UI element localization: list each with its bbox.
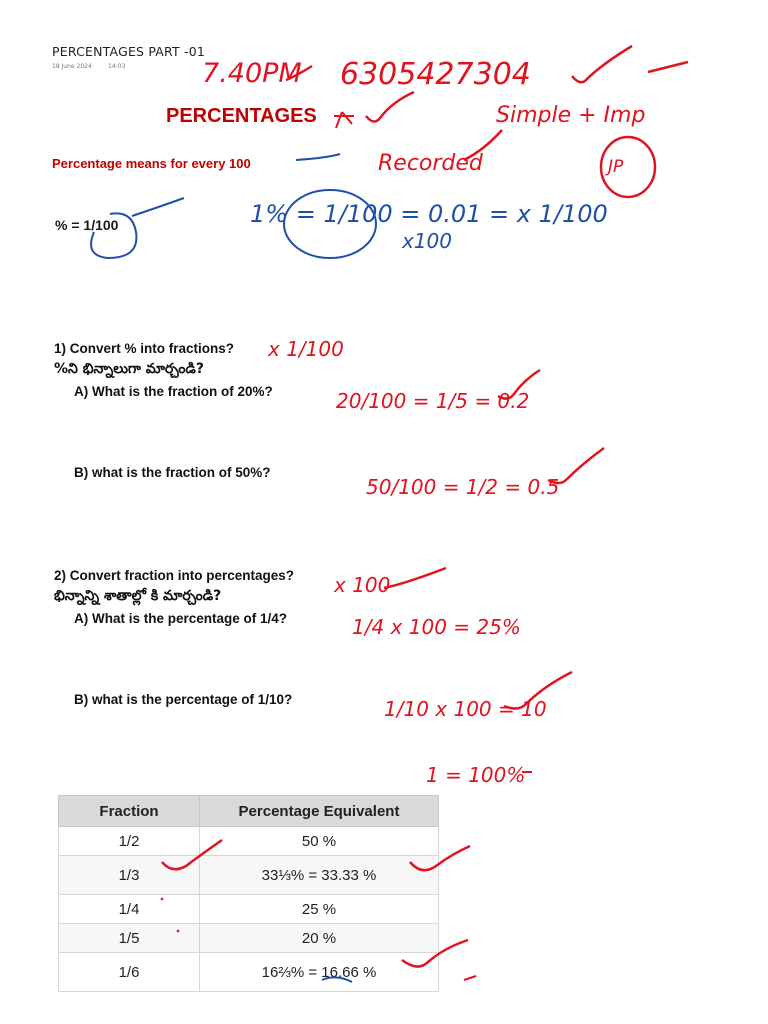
section1-question-a: A) What is the fraction of 20%?: [74, 384, 273, 399]
table-row: [59, 953, 439, 992]
handwritten-time: 7.40PM: [202, 58, 302, 89]
check-mark-icon: [548, 448, 604, 483]
table-cell-percentage: 25 %: [200, 895, 439, 924]
check-mark-icon: [366, 92, 414, 122]
table-cell-fraction: 1/5: [59, 924, 200, 953]
table-row: [59, 924, 439, 953]
circle-mark: [601, 137, 655, 197]
check-mark-icon: [504, 672, 572, 709]
handwritten-jp: JP: [608, 157, 624, 177]
table-row: [59, 827, 439, 856]
page-title: PERCENTAGES PART -01: [52, 44, 206, 59]
section2-question-a: A) What is the percentage of 1/4?: [74, 611, 288, 626]
page-time: 14:03: [108, 63, 126, 70]
table-cell-percentage: 33⅓% = 33.33 %: [200, 856, 439, 895]
table-cell-fraction: 1/3: [59, 856, 200, 895]
handwritten-answer-tenth: 1/10 x 100 = 10: [384, 697, 547, 721]
table-row: [59, 856, 439, 895]
circle-mark: [284, 190, 376, 258]
section2-question-b: B) what is the percentage of 1/10?: [74, 692, 293, 707]
formula-text: % = 1/100: [55, 217, 119, 233]
section1-question-b: B) what is the fraction of 50%?: [74, 465, 271, 480]
table-cell-percentage: 50 %: [200, 827, 439, 856]
dash-stroke: [648, 62, 688, 72]
handwritten-answer-50: 50/100 = 1/2 = 0.5: [366, 475, 560, 499]
check-mark-icon: [572, 46, 632, 82]
main-heading: PERCENTAGES: [166, 105, 317, 127]
table-header-row: [59, 796, 439, 827]
handwritten-convert-note: x 1/100: [268, 337, 344, 361]
underline-stroke: [464, 130, 502, 160]
table-row: [59, 895, 439, 924]
table-cell-fraction: 1/4: [59, 895, 200, 924]
table-header-percentage: Percentage Equivalent: [200, 796, 439, 827]
section2-title: 2) Convert fraction into percentages?: [54, 568, 295, 583]
pointer-stroke: [132, 198, 184, 216]
handwritten-answer-20: 20/100 = 1/5 = 0.2: [336, 389, 530, 413]
check-mark-icon: [498, 370, 540, 399]
dash-stroke: [464, 976, 476, 980]
handwritten-one-equals: 1 = 100%: [426, 763, 526, 787]
handwritten-x100: x100: [402, 229, 453, 253]
table-cell-fraction: 1/6: [59, 953, 200, 992]
check-mark-icon: [286, 66, 312, 80]
table-header-fraction: Fraction: [59, 796, 200, 827]
section2-telugu: భిన్నాన్ని శాతాల్లో కి మార్చండి?: [54, 588, 222, 604]
table-cell-percentage: 20 %: [200, 924, 439, 953]
fraction-table-container: [58, 795, 439, 992]
table-cell-fraction: 1/2: [59, 827, 200, 856]
table-cell-percentage: 16⅔% = 16.66 %: [200, 953, 439, 992]
section1-telugu: %ని భిన్నాలుగా మార్చండి?: [54, 361, 204, 377]
handwritten-convert-note-2: x 100: [334, 573, 391, 597]
page-date: 18 June 2024: [52, 63, 92, 70]
definition-text: Percentage means for every 100: [52, 156, 251, 171]
pointer-stroke: [296, 154, 340, 160]
section1-title: 1) Convert % into fractions?: [54, 341, 235, 356]
handwritten-simple-imp: Simple + Imp: [496, 103, 646, 128]
star-icon: [334, 112, 354, 128]
handwritten-recorded: Recorded: [378, 151, 483, 176]
handwritten-answer-quarter: 1/4 x 100 = 25%: [352, 615, 521, 639]
handwritten-phone: 6305427304: [340, 57, 531, 92]
fraction-percentage-table: [58, 795, 439, 992]
check-mark-icon: [384, 568, 446, 588]
handwritten-equation: 1% = 1/100 = 0.01 = x 1/100: [250, 200, 608, 228]
